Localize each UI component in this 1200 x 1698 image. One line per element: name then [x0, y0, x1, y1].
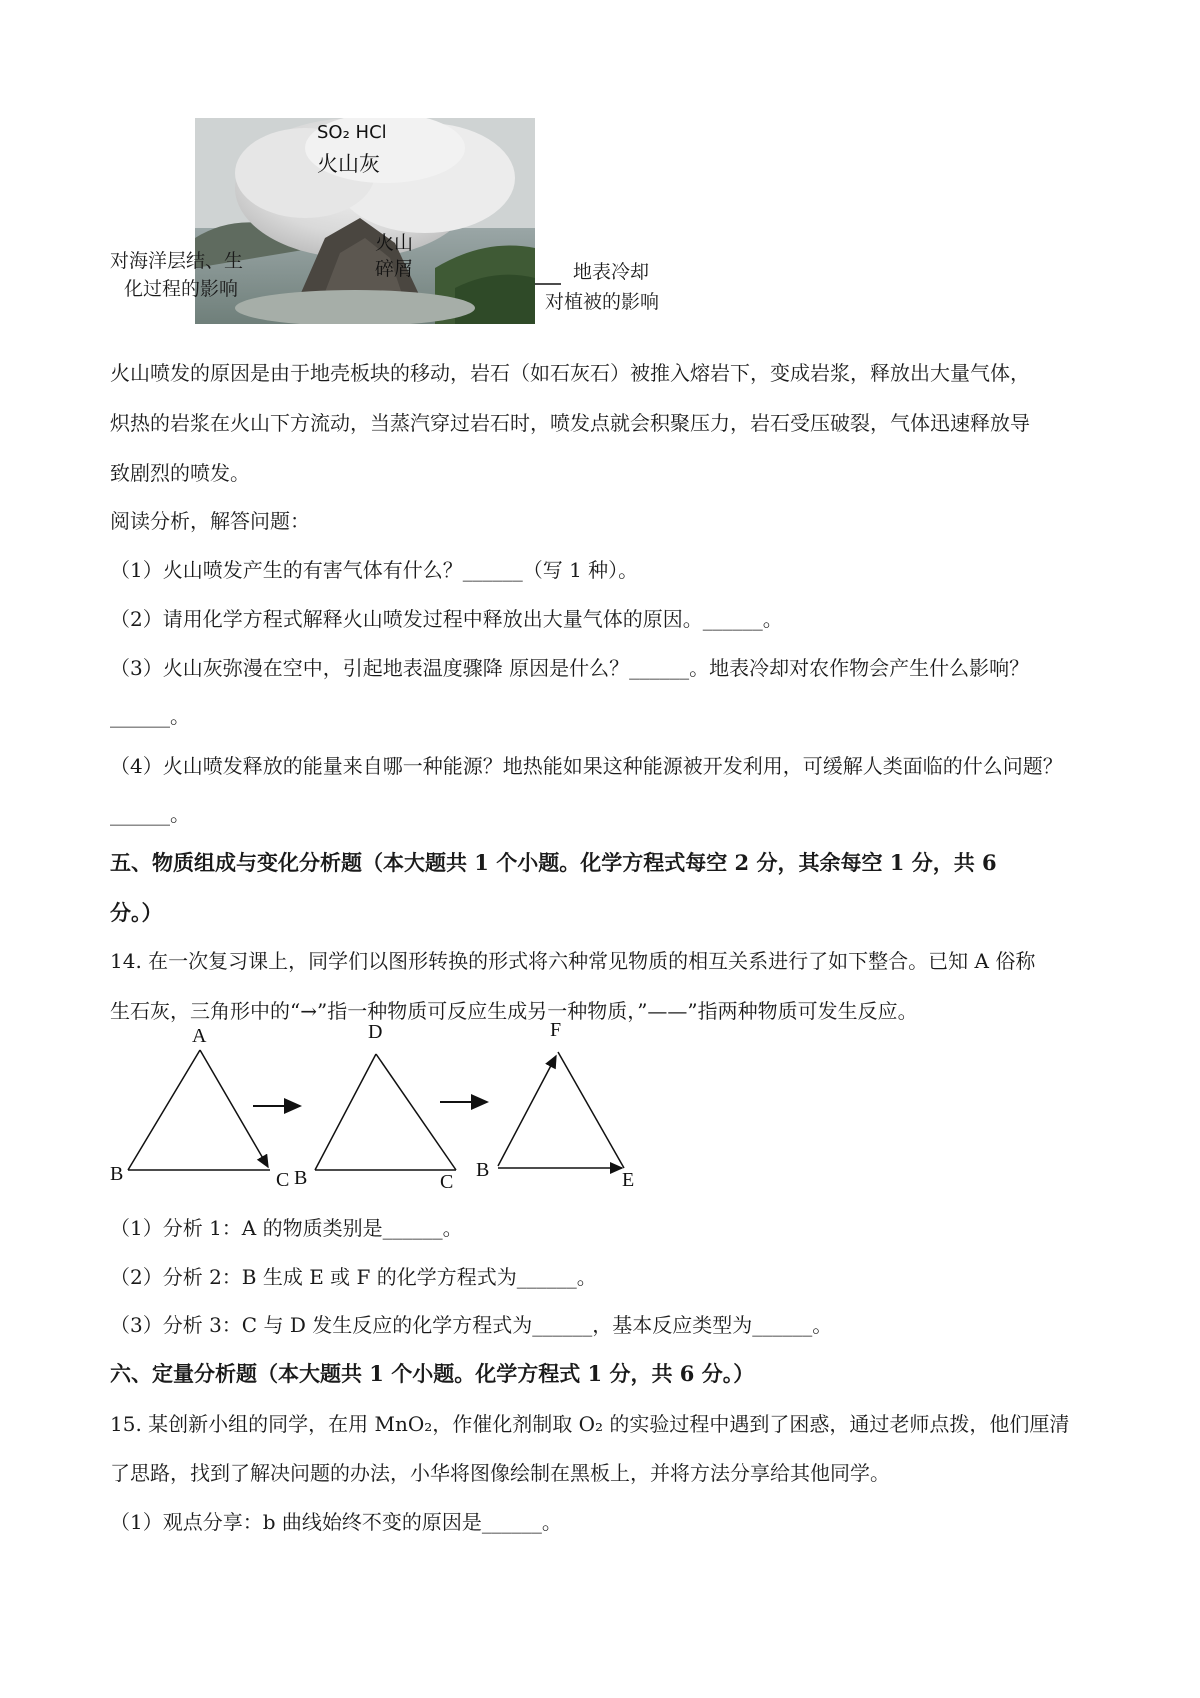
gases-label: SO₂ HCl	[317, 122, 387, 143]
triangle-3	[476, 1019, 634, 1190]
tri1-label-left: B	[110, 1163, 124, 1185]
debris-label-line1: 火山	[375, 232, 414, 254]
volcano-figure	[195, 118, 535, 324]
q14-stem-line2: 生石灰，三角形中的“→”指一种物质可反应生成另一种物质，”——”指两种物质可发生反应。	[110, 999, 918, 1023]
tri3-label-left: B	[476, 1159, 490, 1181]
q14-item2: （2）分析 2：B 生成 E 或 F 的化学方程式为______。	[110, 1265, 597, 1289]
q13-item4-line2: ______。	[110, 802, 190, 826]
q13-item3-line2: ______。	[110, 704, 190, 728]
passage-instruction: 阅读分析，解答问题：	[110, 509, 310, 533]
ash-label: 火山灰	[317, 152, 380, 176]
section6-heading: 六、定量分析题（本大题共 1 个小题。化学方程式 1 分，共 6 分。）	[110, 1361, 755, 1386]
passage-line1: 火山喷发的原因是由于地壳板块的移动，岩石（如石灰石）被推入熔岩下，变成岩浆，释放出大量气体，	[110, 361, 1030, 385]
ocean-label-line1: 对海洋层结、生	[110, 250, 244, 272]
debris-label-line2: 碎屑	[375, 258, 414, 280]
triangle-2	[294, 1021, 456, 1190]
tri3-label-right: E	[622, 1169, 635, 1190]
tri1-edge-ab	[128, 1050, 200, 1170]
q13-item2: （2）请用化学方程式解释火山喷发过程中释放出大量气体的原因。______。	[110, 607, 783, 631]
tri2-label-right: C	[440, 1171, 454, 1190]
tri1-label-right: C	[276, 1169, 290, 1190]
q15-stem-line2: 了思路，找到了解决问题的办法，小华将图像绘制在黑板上，并将方法分享给其他同学。	[110, 1461, 890, 1485]
tri3-edge-fe	[558, 1052, 624, 1168]
tri1-label-top: A	[192, 1025, 207, 1047]
cooling-label-line1: 地表冷却	[573, 261, 650, 283]
section5-heading-line2: 分。）	[110, 900, 163, 925]
q13-item4-line1: （4）火山喷发释放的能量来自哪一种能源？地热能如果这种能源被开发利用，可缓解人类面临的什么问题？	[110, 754, 1063, 778]
tri3-arrow-bf	[498, 1056, 556, 1166]
tri2-edge-dc	[376, 1054, 456, 1170]
tri1-arrow-ac	[200, 1050, 268, 1167]
tri2-label-top: D	[368, 1021, 383, 1043]
q13-item3-line1: （3）火山灰弥漫在空中，引起地表温度骤降 原因是什么？______。地表冷却对农作物会产生什么影响？	[110, 656, 1030, 680]
tri2-edge-db	[315, 1054, 376, 1170]
q14-item3: （3）分析 3：C 与 D 发生反应的化学方程式为______，基本反应类型为______。	[110, 1313, 833, 1337]
q15-stem-line1: 15. 某创新小组的同学，在用 MnO₂，作催化剂制取 O₂ 的实验过程中遇到了困惑，通过老师点拨，他们厘清	[110, 1412, 1070, 1436]
triangle-1	[110, 1025, 289, 1190]
passage-line3: 致剧烈的喷发。	[110, 461, 250, 485]
passage-line2: 炽热的岩浆在火山下方流动，当蒸汽穿过岩石时，喷发点就会积聚压力，岩石受压破裂，气体迅速释放导	[110, 411, 1030, 435]
q14-item1: （1）分析 1：A 的物质类别是______。	[110, 1216, 463, 1240]
q13-item1: （1）火山喷发产生的有害气体有什么？______（写 1 种）。	[110, 558, 639, 582]
q14-stem-line1: 14. 在一次复习课上，同学们以图形转换的形式将六种常见物质的相互关系进行了如下整合。已知 A 俗称	[110, 949, 1036, 973]
q15-item1: （1）观点分享：b 曲线始终不变的原因是______。	[110, 1510, 562, 1534]
cooling-label-line2: 对植被的影响	[545, 291, 660, 313]
triangle-diagram	[110, 1010, 730, 1190]
section5-heading-line1: 五、物质组成与变化分析题（本大题共 1 个小题。化学方程式每空 2 分，其余每空 1 分，共 6	[110, 850, 997, 875]
tri2-label-left: B	[294, 1167, 308, 1189]
tri3-label-top: F	[550, 1019, 562, 1041]
ocean-label-line2: 化过程的影响	[124, 278, 239, 300]
